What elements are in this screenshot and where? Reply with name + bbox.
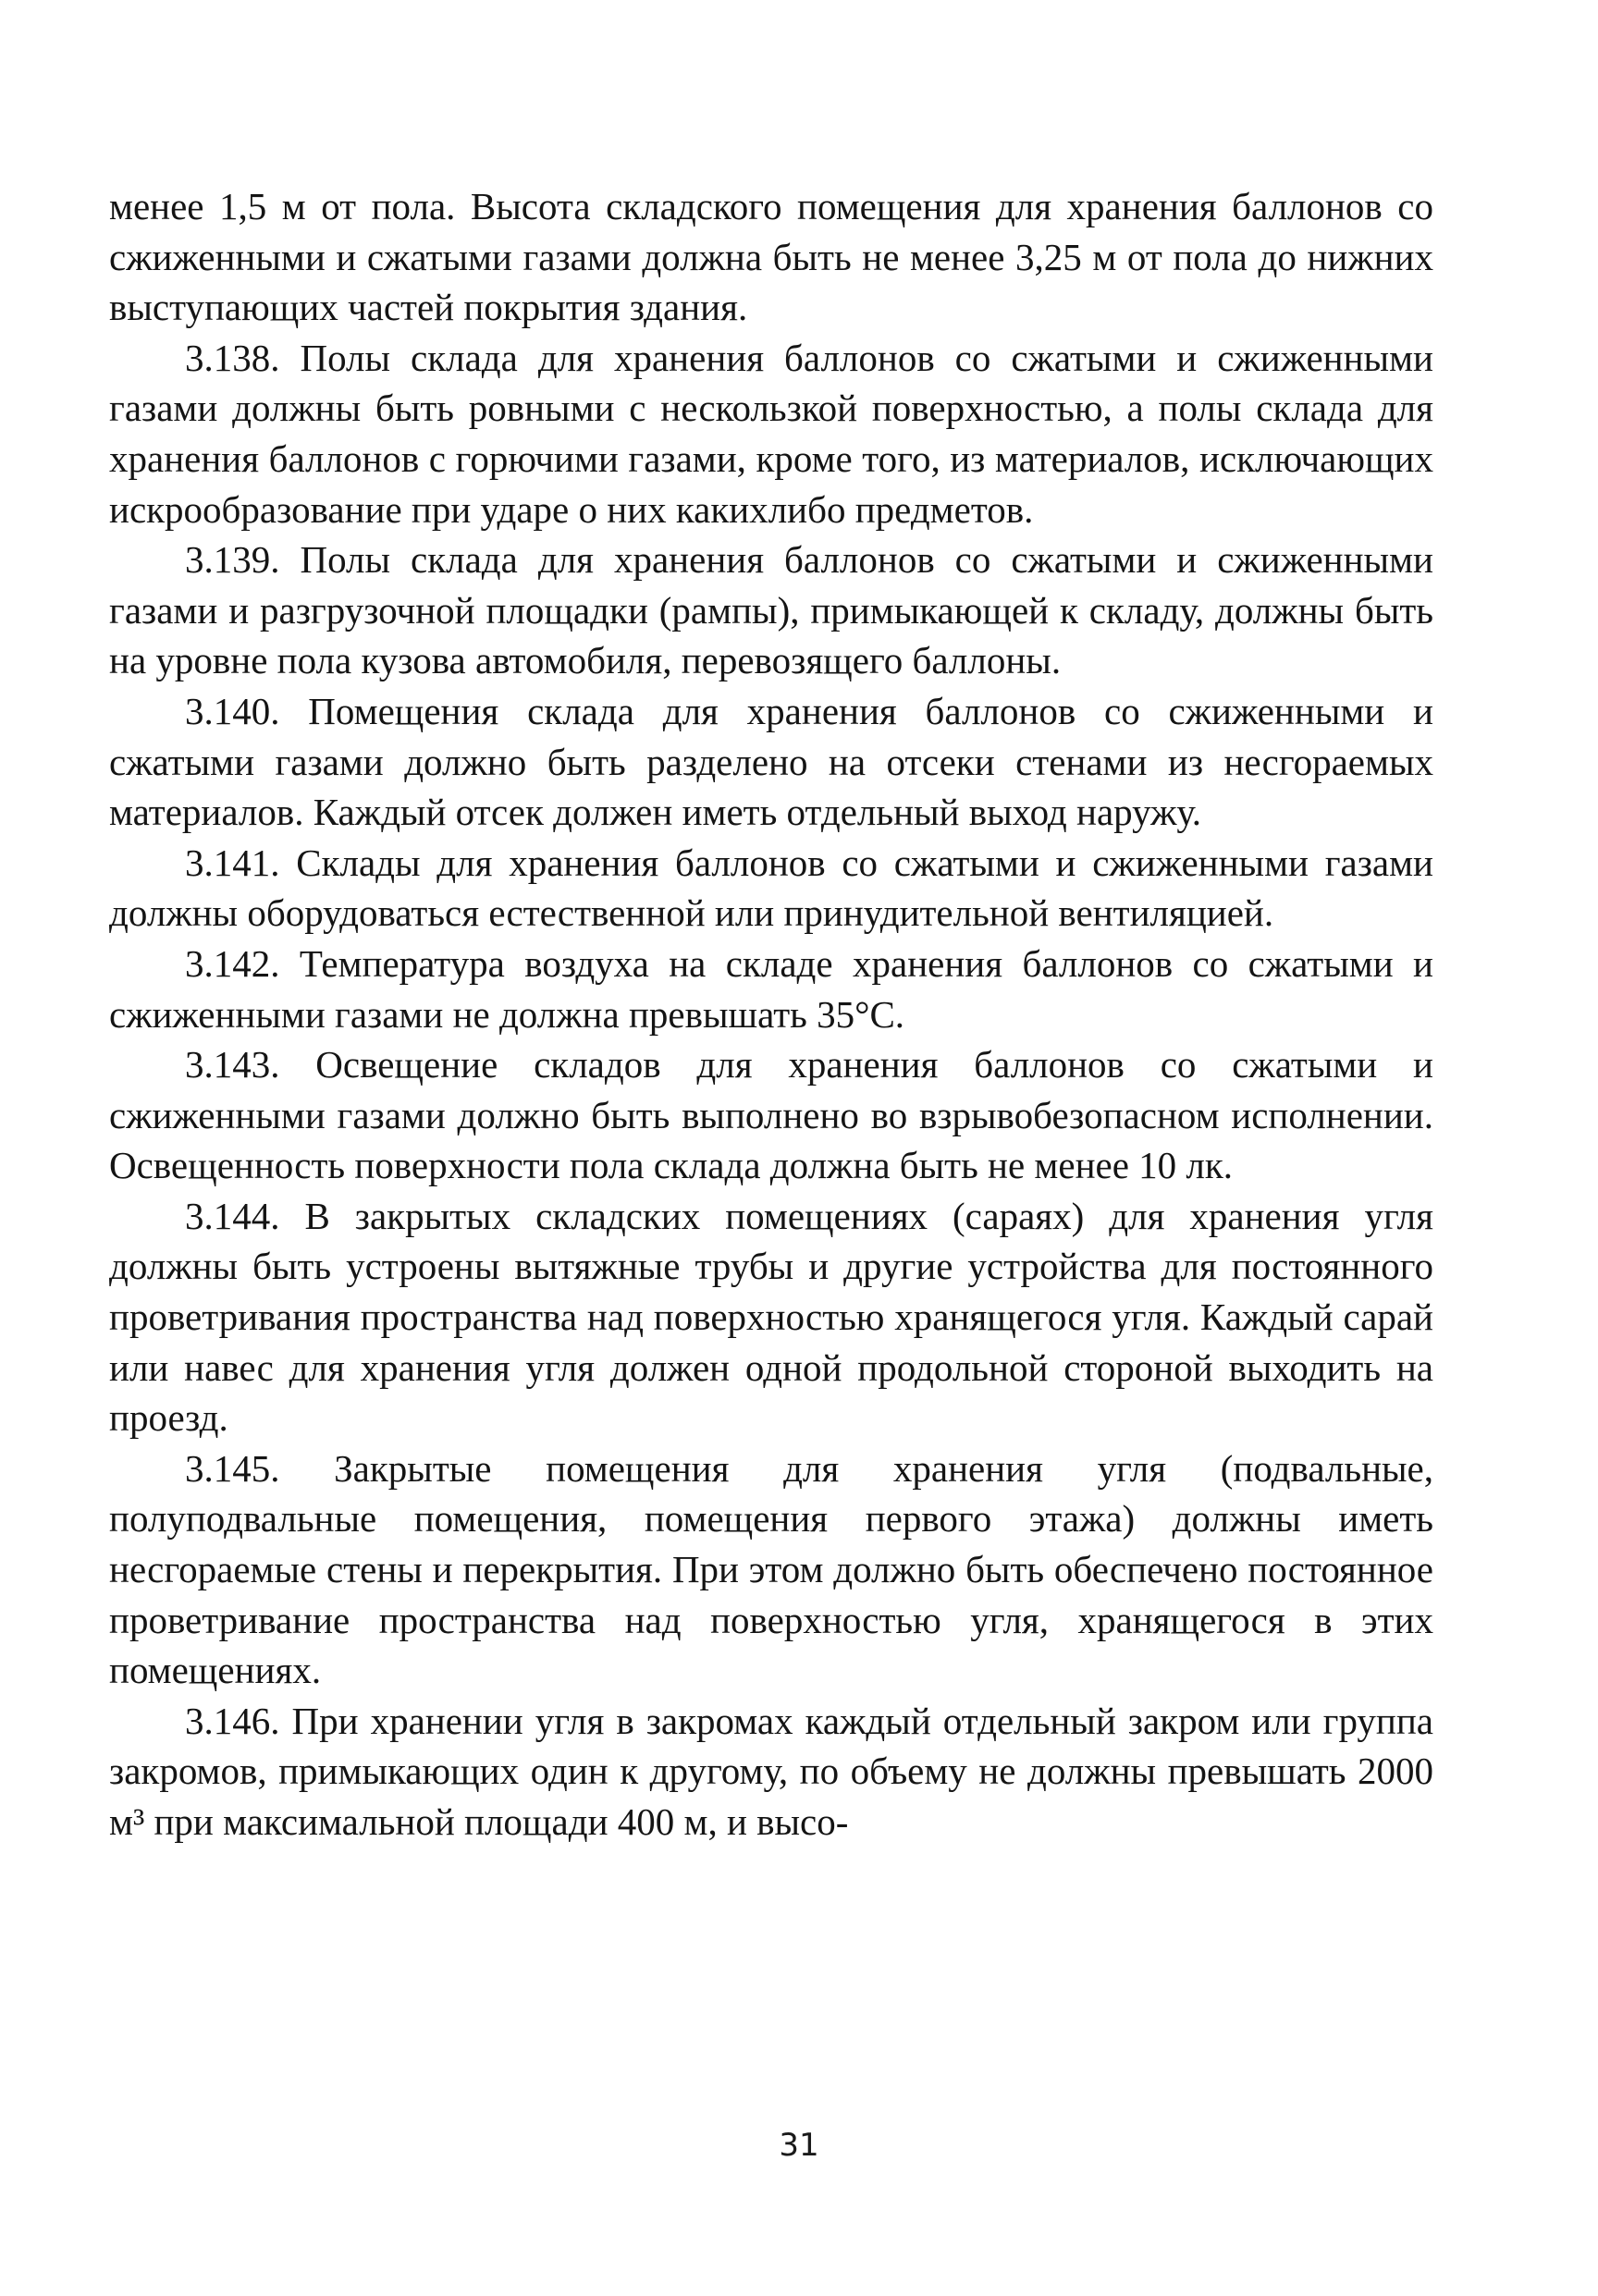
paragraph-3-141: 3.141. Склады для хранения баллонов со сжатыми и сжиженными газами должны оборудоваться естественной или принудительной вентиляцией. bbox=[109, 841, 1433, 935]
paragraph-3-138: 3.138. Полы склада для хранения баллонов со сжатыми и сжиженными газами должны быть ровными с нескользкой поверхностью, а полы склада для хранения баллонов с горючими газами, кроме того, из материалов, исключающих искрообразование при ударе о них какихлибо предметов. bbox=[109, 336, 1433, 531]
paragraph-3-140: 3.140. Помещения склада для хранения баллонов со сжиженными и сжатыми газами должно быть разделено на отсеки стенами из несгораемых материалов. Каждый отсек должен иметь отдельный выход наружу. bbox=[109, 689, 1433, 834]
paragraph-3-143: 3.143. Освещение складов для хранения баллонов со сжатыми и сжиженными газами должно быть выполнено во взрывобезопасном исполнении. Освещенность поверхности пола склада должна быть не менее 10 лк. bbox=[109, 1043, 1433, 1187]
paragraph-3-144: 3.144. В закрытых складских помещениях (сараях) для хранения угля должны быть устроены вытяжные трубы и другие устройства для постоянного проветривания пространства над поверхностью хранящегося угля. Каждый сарай или навес для хранения угля должен одной продольной стороной выходить на проезд. bbox=[109, 1194, 1433, 1440]
paragraph-continuation: менее 1,5 м от пола. Высота складского помещения для хранения баллонов со сжиженными и сжатыми газами должна быть не менее 3,25 м от пола до нижних выступающих частей покрытия здания. bbox=[109, 185, 1433, 329]
paragraph-3-139: 3.139. Полы склада для хранения баллонов со сжатыми и сжиженными газами и разгрузочной площадки (рампы), примыкающей к складу, должны быть на уровне пола кузова автомобиля, перевозящего баллоны. bbox=[109, 538, 1433, 682]
document-body bbox=[109, 181, 1433, 1848]
paragraph-3-145: 3.145. Закрытые помещения для хранения угля (подвальные, полуподвальные помещения, помещения первого этажа) должны иметь несгораемые стены и перекрытия. При этом должно быть обеспечено постоянное проветривание пространства над поверхностью угля, хранящегося в этих помещениях. bbox=[109, 1446, 1433, 1692]
page-number: 31 bbox=[779, 2127, 819, 2164]
paragraph-3-146: 3.146. При хранении угля в закромах каждый отдельный закром или группа закромов, примыкающих один к другому, по объему не должны превышать 2000 м³ при максимальной площади 400 м, и высо- bbox=[109, 1699, 1433, 1843]
paragraph-3-142: 3.142. Температура воздуха на складе хранения баллонов со сжатыми и сжиженными газами не должна превышать 35°С. bbox=[109, 941, 1433, 1036]
